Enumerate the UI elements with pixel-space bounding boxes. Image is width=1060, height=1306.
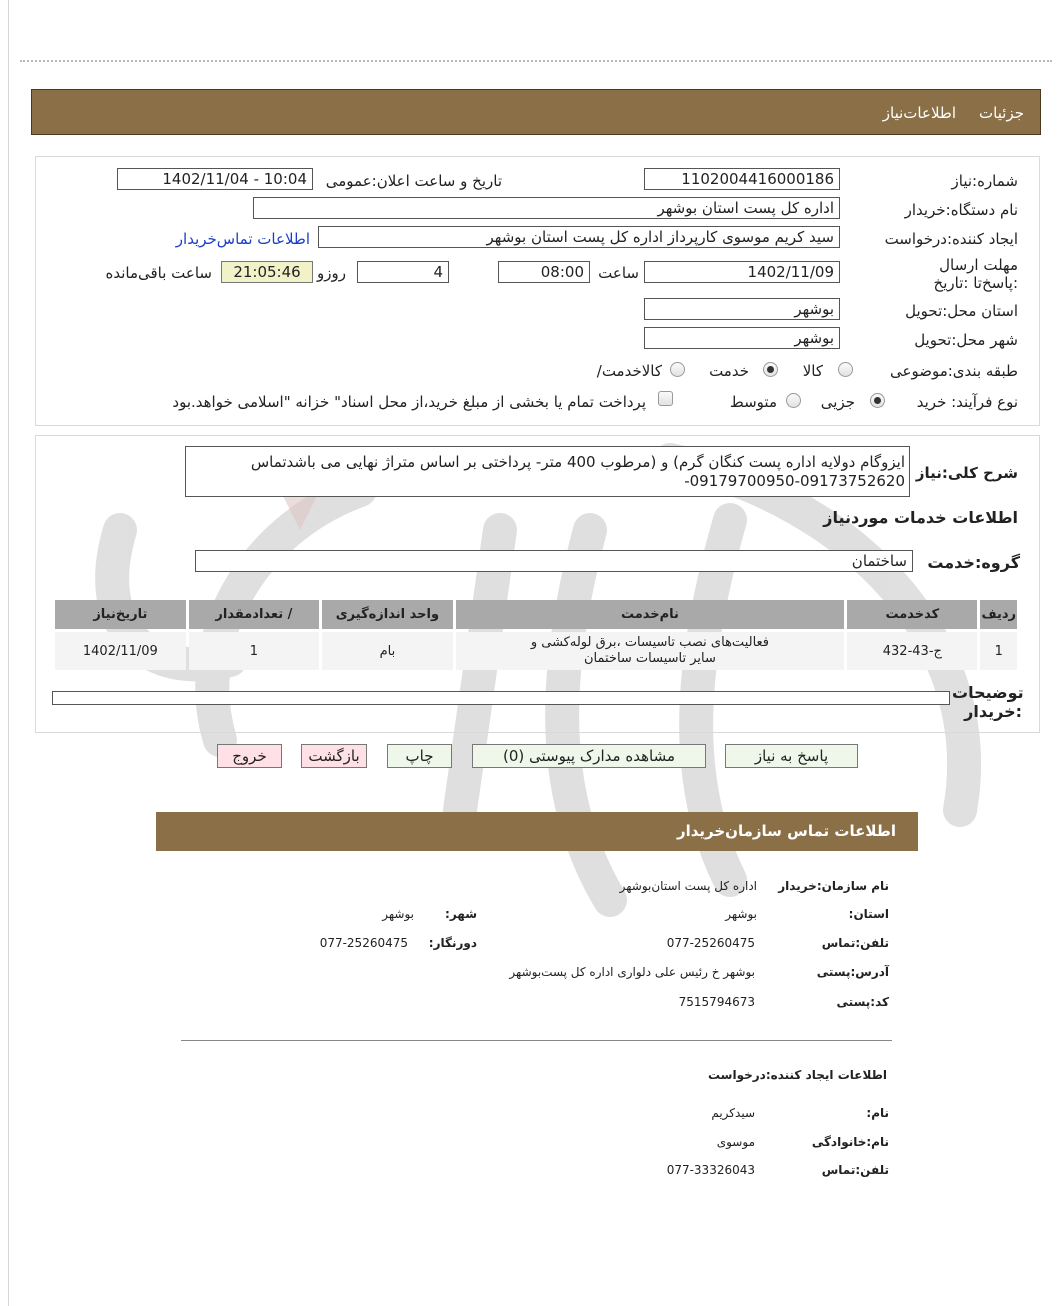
buyer-contact-title: اطلاعات تماس سازمان‌خریدار bbox=[676, 822, 896, 840]
requester-phone-value: 077-33326043 bbox=[666, 1163, 755, 1177]
category-goods-radio[interactable] bbox=[838, 362, 853, 377]
contact-postal-value: 7515794673 bbox=[678, 995, 755, 1009]
contact-address-value: بوشهر خ رئیس علی دلواری اداره کل پست‌بوشهر bbox=[509, 965, 755, 979]
contact-province-value: بوشهر bbox=[725, 907, 757, 921]
process-minor-radio[interactable] bbox=[870, 393, 885, 408]
process-medium-radio[interactable] bbox=[786, 393, 801, 408]
category-service-label: خدمت bbox=[709, 362, 749, 380]
category-label: طبقه بندی:موضوعی bbox=[890, 362, 1018, 380]
description-label: شرح کلی:نیاز bbox=[915, 464, 1018, 482]
contact-phone-label: تلفن:تماس bbox=[821, 936, 889, 950]
contact-province-label: :استان bbox=[848, 907, 889, 921]
buyer-contact-link[interactable]: اطلاعات تماس‌خریدار bbox=[175, 230, 310, 248]
print-button[interactable]: چاپ bbox=[387, 744, 452, 768]
requester-name-label: :نام bbox=[866, 1106, 889, 1120]
section-divider bbox=[181, 1040, 892, 1041]
remaining-label: ساعت باقی‌مانده bbox=[105, 264, 212, 282]
need-number-field: 1102004416000186 bbox=[644, 168, 840, 190]
column-name: نام‌خدمت bbox=[456, 600, 845, 629]
category-both-radio[interactable] bbox=[670, 362, 685, 377]
contact-org-value: اداره کل پست استان‌بوشهر bbox=[619, 879, 757, 893]
process-minor-label: جزیی bbox=[820, 393, 855, 411]
buyer-contact-band bbox=[156, 812, 918, 851]
buyer-notes-field bbox=[52, 691, 950, 705]
buyer-org-field: اداره کل پست استان بوشهر bbox=[253, 197, 840, 219]
tab-need-info[interactable]: اطلاعات‌نیاز bbox=[882, 104, 956, 122]
contact-city-label: :شهر bbox=[445, 907, 477, 921]
attachments-button[interactable]: مشاهده مدارک پیوستی (0) bbox=[472, 744, 706, 768]
buyer-org-label: نام دستگاه:خریدار bbox=[904, 201, 1018, 219]
deadline-time-field: 08:00 bbox=[498, 261, 590, 283]
contact-city-value: بوشهر bbox=[382, 907, 414, 921]
deadline-time-label: ساعت bbox=[598, 264, 639, 282]
treasury-payment-checkbox[interactable] bbox=[658, 391, 673, 406]
province-field: بوشهر bbox=[644, 298, 840, 320]
column-date: تاریخ‌نیاز bbox=[55, 600, 186, 629]
category-both-label: /کالاخدمت bbox=[596, 362, 662, 380]
creator-label: ایجاد کننده:درخواست bbox=[884, 230, 1018, 248]
contact-address-label: آدرس:پستی bbox=[816, 965, 889, 979]
cell-code: ج-43-432 bbox=[847, 632, 977, 670]
deadline-date-field: 1402/11/09 bbox=[644, 261, 840, 283]
services-section-title: اطلاعات خدمات موردنیاز bbox=[823, 508, 1018, 527]
category-goods-label: کالا bbox=[802, 362, 823, 380]
back-button[interactable]: بازگشت bbox=[301, 744, 367, 768]
city-field: بوشهر bbox=[644, 327, 840, 349]
exit-button[interactable]: خروج bbox=[217, 744, 282, 768]
contact-phone-value: 077-25260475 bbox=[666, 936, 755, 950]
cell-name-text: فعالیت‌های نصب تاسیسات ،برق لوله‌کشی و سایر تاسیسات ساختمان bbox=[530, 635, 770, 666]
cell-qty: 1 bbox=[189, 632, 319, 670]
city-label: شهر محل:تحویل bbox=[914, 331, 1018, 349]
dotted-divider bbox=[20, 60, 1052, 62]
column-index: ردیف bbox=[980, 600, 1017, 629]
deadline-label: مهلت ارسال :پاسخ‌تا :تاریخ bbox=[933, 256, 1018, 292]
service-group-field: ساختمان bbox=[195, 550, 913, 572]
column-code: کدخدمت bbox=[847, 600, 977, 629]
need-number-label: شماره:نیاز bbox=[951, 172, 1018, 190]
service-group-label: گروه:خدمت bbox=[927, 553, 1020, 572]
category-service-radio[interactable] bbox=[763, 362, 778, 377]
tab-details[interactable]: جزئیات bbox=[979, 104, 1024, 122]
days-field: 4 bbox=[357, 261, 449, 283]
column-unit: واحد اندازه‌گیری bbox=[322, 600, 453, 629]
announce-label: تاریخ و ساعت اعلان:عمومی bbox=[325, 172, 502, 190]
days-label: روزو bbox=[317, 264, 346, 282]
requester-title: اطلاعات ایجاد کننده:درخواست bbox=[707, 1068, 887, 1082]
process-medium-label: متوسط bbox=[729, 393, 777, 411]
column-qty: / تعدادمقدار bbox=[189, 600, 319, 629]
province-label: استان محل:تحویل bbox=[905, 302, 1018, 320]
header-bar bbox=[31, 89, 1041, 135]
cell-name bbox=[456, 632, 845, 670]
reply-button[interactable]: پاسخ به نیاز bbox=[725, 744, 858, 768]
cell-unit: بام bbox=[322, 632, 453, 670]
buyer-notes-label: توضیحات :خریدار bbox=[952, 683, 1024, 721]
requester-family-label: نام:خانوادگی bbox=[811, 1135, 889, 1149]
contact-fax-label: :دورنگار bbox=[428, 936, 477, 950]
remaining-time-field: 21:05:46 bbox=[221, 261, 313, 283]
process-label: نوع فرآیند: خرید bbox=[916, 393, 1018, 411]
requester-family-value: موسوی bbox=[716, 1135, 755, 1149]
page-left-border bbox=[8, 0, 9, 1306]
contact-postal-label: کد:پستی bbox=[836, 995, 889, 1009]
requester-name-value: سیدکریم bbox=[711, 1106, 755, 1120]
contact-org-label: نام سازمان:خریدار bbox=[778, 879, 889, 893]
cell-date: 1402/11/09 bbox=[55, 632, 186, 670]
cell-index: 1 bbox=[980, 632, 1017, 670]
table-row bbox=[55, 632, 1017, 670]
description-field: ایزوگام دولایه اداره پست کنگان گرم) و (مرطوب 400 متر- پرداختی بر اساس متراژ نهایی می باشدتماس 09173752620-09179700950- bbox=[185, 446, 910, 497]
requester-phone-label: تلفن:تماس bbox=[821, 1163, 889, 1177]
creator-field: سید کریم موسوی کارپرداز اداره کل پست استان بوشهر bbox=[318, 226, 840, 248]
contact-fax-value: 077-25260475 bbox=[319, 936, 408, 950]
announce-date-field: 1402/11/04 - 10:04 bbox=[117, 168, 313, 190]
treasury-payment-label: پرداخت تمام یا بخشی از مبلغ خرید،از محل اسناد" خزانه "اسلامی خواهد.بود bbox=[172, 393, 646, 411]
services-table bbox=[52, 597, 1020, 673]
